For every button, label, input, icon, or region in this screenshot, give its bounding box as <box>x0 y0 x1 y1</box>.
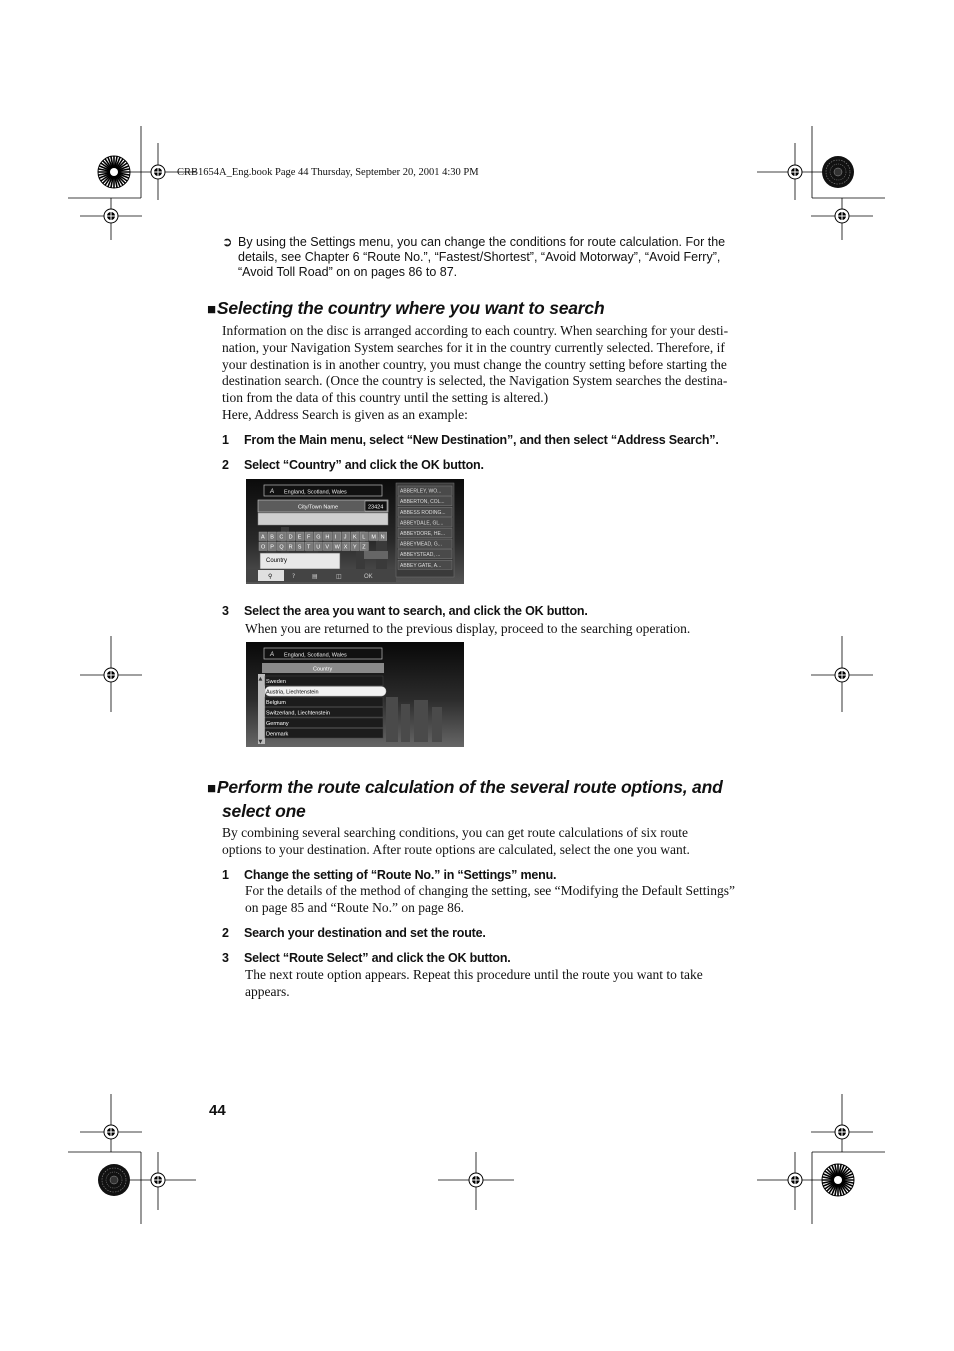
section2-body <box>222 825 762 859</box>
svg-text:◫: ◫ <box>336 573 342 580</box>
key-label-O: O <box>261 544 266 551</box>
key-label-G: G <box>316 534 321 541</box>
key-label-C: C <box>279 534 284 541</box>
step-3: 3 Select the area you want to search, and click the OK button. <box>222 604 588 618</box>
route-step-3: 3 Select “Route Select” and click the OK button. <box>222 951 511 965</box>
svg-text:▼: ▼ <box>258 739 263 745</box>
country-title: Country <box>313 666 333 673</box>
arrow-icon: ➲ <box>222 235 233 249</box>
step-3-description: When you are returned to the previous display, proceed to the searching operation. <box>245 621 691 636</box>
print-header: CRB1654A_Eng.book Page 44 Thursday, September 20, 2001 4:30 PM <box>177 167 479 178</box>
key-label-Q: Q <box>279 544 284 551</box>
svg-text:A: A <box>270 489 275 495</box>
square-bullet-icon: ■ <box>207 780 216 797</box>
key-label-T: T <box>307 544 311 551</box>
step-1: 1 From the Main menu, select “New Destination”, and then select “Address Search”. <box>222 433 719 447</box>
key-label-N: N <box>380 534 385 541</box>
key-label-E: E <box>297 534 302 541</box>
section-heading-route-options: ■Perform the route calculation of the several route options, and select one <box>207 777 723 821</box>
result-label: ABBERLEY, WO... <box>400 488 442 495</box>
svg-text:▤: ▤ <box>312 573 318 580</box>
body-line: tion from the data of this country until the setting is altered.) <box>222 390 549 406</box>
key-label-Y: Y <box>353 544 357 551</box>
svg-text:A: A <box>270 652 275 658</box>
route-step-3-description: The next route option appears. Repeat this procedure until the route you want to take appears. <box>245 967 703 999</box>
key-label-F: F <box>307 534 311 541</box>
ok-label: OK <box>364 574 373 580</box>
key-label-H: H <box>325 534 330 541</box>
key-label-D: D <box>288 534 293 541</box>
screenshot-country-list <box>246 642 464 747</box>
key-label-L: L <box>362 534 366 541</box>
country-label: Austria, Liechtenstein <box>266 689 319 696</box>
note-line-2: details, see Chapter 6 “Route No.”, “Fastest/Shortest”, “Avoid Motorway”, “Avoid Ferry”, <box>238 250 721 264</box>
country-popup: Country <box>266 558 288 564</box>
key-label-X: X <box>343 544 348 551</box>
svg-text:▲: ▲ <box>258 676 263 682</box>
screenshot-address-search <box>246 479 464 584</box>
search-icon: ⚲ <box>268 573 273 580</box>
region-text-2: England, Scotland, Wales <box>284 652 347 659</box>
settings-note <box>222 235 762 280</box>
result-label: ABBEYDORE, HE... <box>400 531 446 537</box>
key-label-A: A <box>261 534 265 541</box>
route-step-1-description: For the details of the method of changing the setting, see “Modifying the Default Settings” on page 85 and “Route No.” on page 86. <box>245 883 736 915</box>
body-line: nation, your Navigation System searches for it in the country currently selected. Therefore, if <box>222 339 725 355</box>
key-label-S: S <box>297 544 302 551</box>
square-bullet-icon: ■ <box>207 301 216 318</box>
key-label-V: V <box>325 544 330 551</box>
route-step-1: 1 Change the setting of “Route No.” in “Settings” menu. <box>222 868 557 882</box>
key-label-B: B <box>270 534 274 541</box>
body-line: destination search. (Once the country is selected, the Navigation System searches the destina- <box>222 373 728 389</box>
section-heading-country: ■Selecting the country where you want to search <box>207 298 605 318</box>
key-label-K: K <box>353 534 357 541</box>
key-label-Z: Z <box>362 544 366 551</box>
field-label: City/Town Name <box>298 504 339 511</box>
route-step-2: 2 Search your destination and set the route. <box>222 926 486 940</box>
note-line-1: ➲ By using the Settings menu, you can change the conditions for route calculation. For the <box>222 235 726 249</box>
body-line: options to your destination. After route options are calculated, select the one you want. <box>222 841 690 857</box>
key-label-M: M <box>371 534 376 541</box>
svg-text:?: ? <box>292 573 296 580</box>
result-label: ABBESS RODING... <box>400 509 446 516</box>
page-number: 44 <box>209 1102 226 1119</box>
body-line: Here, Address Search is given as an example: <box>222 406 468 422</box>
country-label: Switzerland, Liechtenstein <box>266 710 330 717</box>
key-label-U: U <box>316 544 321 551</box>
result-label: ABBEYSTEAD, ... <box>400 552 441 559</box>
note-line-3: “Avoid Toll Road” on on pages 86 to 87. <box>238 265 458 279</box>
country-label: Germany <box>266 721 289 727</box>
body-line: Information on the disc is arranged according to each country. When searching for your desti- <box>222 323 729 338</box>
region-text: England, Scotland, Wales <box>284 489 347 496</box>
country-label: Sweden <box>266 679 286 685</box>
section1-body <box>222 323 762 424</box>
key-label-W: W <box>334 544 340 551</box>
body-line: By combining several searching conditions, you can get route calculations of six route <box>222 825 689 840</box>
key-label-I: I <box>334 534 337 541</box>
result-label: ABBERTON, COL... <box>400 499 445 506</box>
count-text: 23424 <box>368 504 384 511</box>
result-label: ABBEY GATE, A... <box>400 562 442 569</box>
key-label-P: P <box>270 544 274 551</box>
step-2: 2 Select “Country” and click the OK button. <box>222 458 484 472</box>
key-label-R: R <box>288 544 293 551</box>
result-label: ABBEYDALE, GL... <box>400 520 444 527</box>
country-label: Denmark <box>266 731 289 738</box>
country-label: Belgium <box>266 700 286 706</box>
key-label-J: J <box>343 534 347 541</box>
body-line: your destination is in another country, you must change the country setting before starting the <box>222 356 727 372</box>
result-label: ABBEYMEAD, G... <box>400 541 442 548</box>
